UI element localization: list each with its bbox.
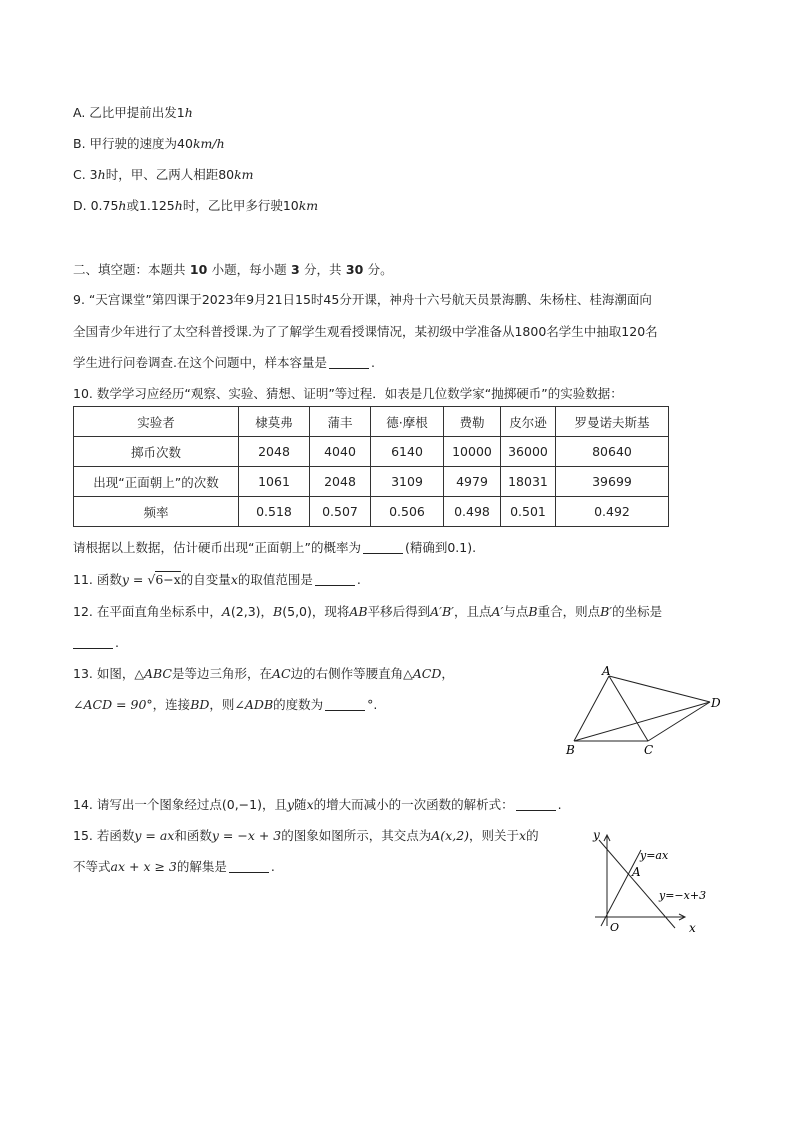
q13-text6: 的度数为 [273, 697, 324, 712]
q14-end: . [557, 797, 562, 812]
table-header-cell: 皮尔逊 [501, 407, 556, 437]
label-c: C [644, 743, 654, 757]
q12-point-a1: A′ [491, 604, 504, 619]
q13-angle-acd: ∠ACD = 90° [73, 697, 153, 712]
q15-end: . [270, 859, 275, 874]
table-cell: 出现“正面朝上”的次数 [74, 467, 239, 497]
q10-after [73, 539, 476, 557]
q13-segment-bd: BD [190, 697, 210, 712]
option-a [73, 104, 193, 122]
q11-text: 11. 函数 [73, 572, 122, 587]
table-cell: 0.492 [556, 497, 669, 527]
section-heading-e: 分，共 [304, 262, 342, 277]
segment-bd [574, 702, 710, 741]
option-b [73, 135, 225, 153]
q14-y: y [286, 797, 295, 812]
q9-answer-blank[interactable] [329, 356, 369, 369]
label-d: D [711, 696, 721, 710]
table-cell: 36000 [501, 437, 556, 467]
q9-line3 [73, 354, 375, 372]
table-header-cell: 罗曼诺夫斯基 [556, 407, 669, 437]
q9-line3-text: 学生进行问卷调查.在这个问题中，样本容量是 [73, 355, 327, 370]
q12-segment-a1b1: A′B′ [430, 604, 455, 619]
q13-text2: 是等边三角形，在 [171, 666, 272, 681]
point-a-label: A [632, 865, 641, 879]
option-d-hour1: h [118, 198, 127, 213]
q15-text5: 的 [526, 828, 539, 843]
axis-label-x: x [689, 921, 696, 935]
q12-point-b: B [273, 604, 283, 619]
table-cell: 6140 [371, 437, 444, 467]
table-cell: 2048 [310, 467, 371, 497]
option-d-hour2: h [174, 198, 183, 213]
q12-text4: ，且点 [454, 604, 492, 619]
table-cell: 掷币次数 [74, 437, 239, 467]
q15-graph-figure [585, 822, 730, 937]
q15-text: 15. 若函数 [73, 828, 135, 843]
table-cell: 80640 [556, 437, 669, 467]
table-cell: 0.518 [239, 497, 310, 527]
label-y-neg-x-plus-3: y=−x+3 [659, 889, 707, 902]
segment-cd [648, 702, 710, 741]
q13-answer-blank[interactable] [325, 698, 365, 711]
section-heading-f: 30 [341, 262, 368, 277]
table-cell: 1061 [239, 467, 310, 497]
q13-text4: ，连接 [152, 697, 191, 712]
table-header-cell: 蒲丰 [310, 407, 371, 437]
option-d-mid: 或1.125 [126, 198, 175, 213]
q15-function2: y = −x + 3 [211, 828, 282, 843]
q13-comma: ， [441, 666, 454, 681]
q9-line1: 9. “天宫课堂”第四课于2023年9月21日15时45分开课，神舟十六号航天员景海鹏、朱杨柱、桂海潮面向 [73, 292, 652, 307]
q13-triangle-abc: △ABC [134, 666, 172, 681]
table-cell: 10000 [444, 437, 501, 467]
q15-line1 [73, 827, 539, 845]
sqrt-sign: √ [147, 572, 156, 587]
section-heading [73, 261, 393, 279]
table-cell: 18031 [501, 467, 556, 497]
section-heading-c: 小题，每小题 [211, 262, 287, 277]
q12-text7: 的坐标是 [612, 604, 663, 619]
q12-point-b2: B [528, 604, 538, 619]
table-header-row [74, 407, 669, 437]
q14-text4: 的增大而减小的一次函数的解析式： [313, 797, 514, 812]
q15-text3: 的图象如图所示，其交点为 [281, 828, 432, 843]
q12-point-a: A [221, 604, 231, 619]
segment-ab [574, 676, 609, 741]
origin-label: O [610, 921, 620, 934]
q12-text: 12. 在平面直角坐标系中， [73, 604, 222, 619]
option-d-mid2: 时，乙比甲多行驶10 [182, 198, 299, 213]
q11-eq: = [128, 572, 148, 587]
table-cell: 0.507 [310, 497, 371, 527]
q15-text7: 的解集是 [176, 859, 227, 874]
segment-ad [609, 676, 710, 702]
q12-answer-blank[interactable] [73, 636, 113, 649]
option-a-text: A. 乙比甲提前出发1 [73, 105, 185, 120]
table-header-cell: 实验者 [74, 407, 239, 437]
segment-ac [609, 676, 648, 741]
q12-point-b1: B′ [600, 604, 613, 619]
q10-intro: 10. 数学学习应经历“观察、实验、猜想、证明”等过程．如表是几位数学家“抛掷硬币”的实验数据： [73, 386, 623, 401]
q11-end: . [356, 572, 361, 587]
q10-precision-note: (精确到0.1). [404, 540, 477, 555]
q13-triangle-acd: △ACD [403, 666, 442, 681]
q13-end: °. [367, 697, 378, 712]
q9-line3-end: . [370, 355, 375, 370]
table-cell: 3109 [371, 467, 444, 497]
table-cell: 频率 [74, 497, 239, 527]
q11-text2: 的自变量 [180, 572, 231, 587]
section-heading-g: 分。 [367, 262, 393, 277]
q13-angle-adb: ∠ADB [234, 697, 274, 712]
table-header-cell: 棣莫弗 [239, 407, 310, 437]
q11-x: x [230, 572, 238, 587]
q12-text5: 与点 [503, 604, 529, 619]
table-row [74, 437, 669, 467]
q12-segment-ab: AB [349, 604, 368, 619]
option-b-text: B. 甲行驶的速度为40 [73, 136, 193, 151]
q14-answer-blank[interactable] [516, 798, 556, 811]
q13-line1 [73, 665, 454, 683]
q15-x: x [519, 828, 527, 843]
table-row [74, 497, 669, 527]
q15-text6: 不等式 [73, 859, 111, 874]
option-d-unit: km [298, 198, 319, 213]
q14-text: 14. 请写出一个图象经过点 [73, 797, 222, 812]
q12-text6: 重合，则点 [537, 604, 601, 619]
q13-text5: ，则 [209, 697, 235, 712]
table-row [74, 467, 669, 497]
option-a-unit: h [184, 105, 193, 120]
q11 [73, 571, 361, 589]
q11-radicand: 6−x [155, 572, 181, 587]
q11-answer-blank[interactable] [315, 573, 355, 586]
label-b: B [566, 743, 575, 757]
option-c-text: C. 3 [73, 167, 98, 182]
q13-text: 13. 如图， [73, 666, 135, 681]
table-cell: 0.506 [371, 497, 444, 527]
q12-text2: ，现将 [311, 604, 350, 619]
q15-text2: 和函数 [174, 828, 212, 843]
label-y-ax: y=ax [640, 849, 669, 862]
q14-text3: 随 [294, 797, 307, 812]
table-header-cell: 费勒 [444, 407, 501, 437]
q14 [73, 796, 562, 814]
q13-text3: 边的右侧作等腰直角 [290, 666, 404, 681]
q13-geometry-figure [560, 660, 730, 760]
q11-text3: 的取值范围是 [237, 572, 313, 587]
section-heading-d: 3 [286, 262, 305, 277]
option-c-hour: h [97, 167, 106, 182]
section-heading-a: 二、填空题：本题共 [73, 262, 186, 277]
section-heading-b: 10 [185, 262, 212, 277]
option-c-unit: km [234, 167, 254, 182]
table-cell: 2048 [239, 437, 310, 467]
option-d [73, 197, 318, 215]
q14-point: (0,−1) [221, 797, 262, 812]
label-a: A [602, 664, 611, 678]
q10-after-text: 请根据以上数据，估计硬币出现“正面朝上”的概率为 [73, 540, 361, 555]
option-c-mid: 时，甲、乙两人相距80 [105, 167, 235, 182]
q12-line2 [73, 634, 119, 652]
option-d-text: D. 0.75 [73, 198, 119, 213]
table-cell: 4979 [444, 467, 501, 497]
q10-answer-blank[interactable] [363, 541, 403, 554]
table-cell: 4040 [310, 437, 371, 467]
q12-point-a-coord: (2,3) [230, 604, 261, 619]
q12-point-b-coord: (5,0) [282, 604, 312, 619]
option-b-unit: km/h [192, 136, 225, 151]
axis-label-y: y [593, 828, 600, 842]
q12-text3: 平移后得到 [367, 604, 431, 619]
table-cell: 0.501 [501, 497, 556, 527]
q12-line1 [73, 603, 662, 621]
q12-comma: ， [260, 604, 274, 619]
table-cell: 39699 [556, 467, 669, 497]
option-c [73, 166, 254, 184]
q12-end: . [115, 635, 119, 650]
q13-side-ac: AC [272, 666, 291, 681]
q9-line2: 全国青少年进行了太空科普授课.为了了解学生观看授课情况，某初级中学准备从1800名学生中抽取120名 [73, 324, 658, 339]
coin-toss-table [73, 406, 669, 527]
q11-y: y [121, 572, 129, 587]
q13-line2 [73, 696, 377, 714]
table-cell: 0.498 [444, 497, 501, 527]
q14-text2: ，且 [261, 797, 287, 812]
q15-intersection: A(x,2) [431, 828, 470, 843]
q15-inequality: ax + x ≥ 3 [110, 859, 177, 874]
q15-function1: y = ax [134, 828, 175, 843]
q15-line2 [73, 858, 275, 876]
q15-answer-blank[interactable] [229, 860, 269, 873]
q14-x: x [306, 797, 314, 812]
table-header-cell: 德·摩根 [371, 407, 444, 437]
q15-text4: ，则关于 [469, 828, 520, 843]
